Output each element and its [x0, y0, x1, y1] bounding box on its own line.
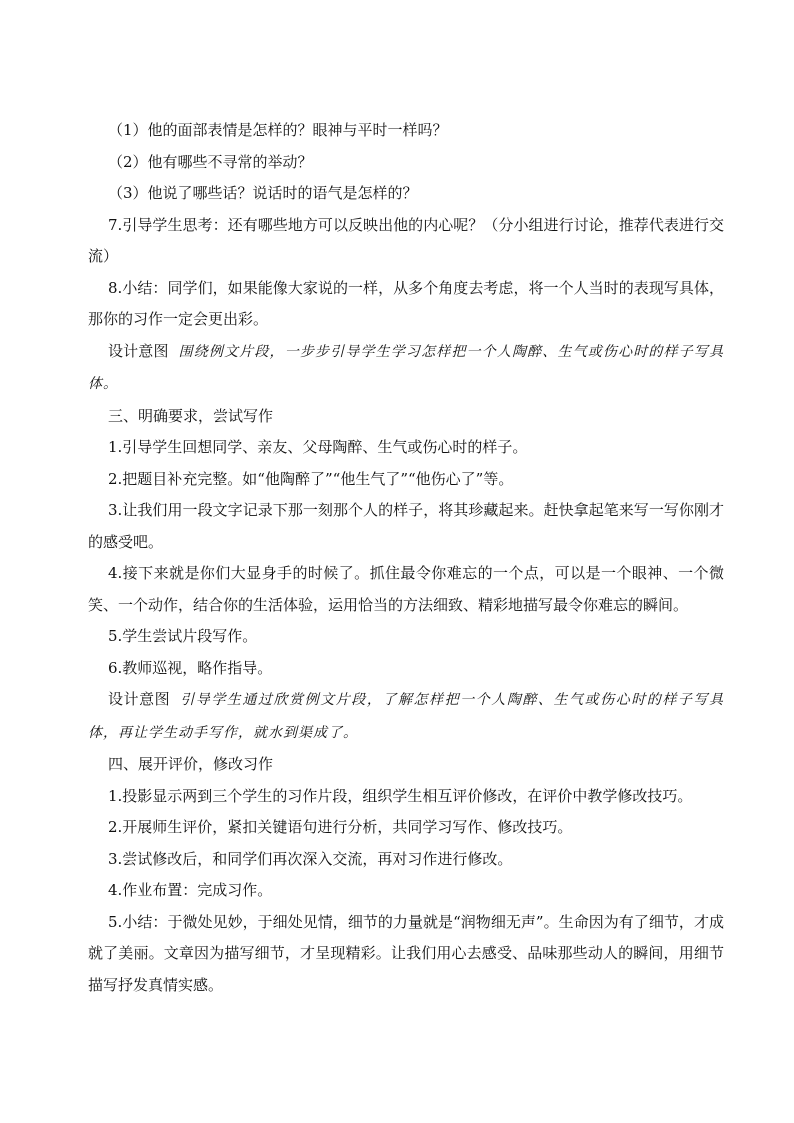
design-intent-label: 设计意图 — [108, 341, 169, 360]
document-body — [88, 115, 724, 1001]
section-3-title: 三、明确要求，尝试写作 — [108, 406, 274, 425]
section-3-item-2: 2.把题目补充完整。如“他陶醉了”“他生气了”“他伤心了”等。 — [108, 469, 514, 488]
step-8-summary: 8.小结：同学们，如果能像大家说的一样，从多个角度去考虑，将一个人当时的表现写具体，那你的习作一定会更出彩。 — [88, 278, 724, 328]
section-3-item-5: 5.学生尝试片段写作。 — [108, 627, 258, 645]
question-3: （3）他说了哪些话？说话时的语气是怎样的？ — [108, 184, 418, 202]
section-4-item-3: 3.尝试修改后，和同学们再次深入交流，再对习作进行修改。 — [108, 849, 513, 868]
section-3-item-3: 3.让我们用一段文字记录下那一刻那个人的样子，将其珍藏起来。赶快拿起笔来写一写你刚才的感受吧。 — [88, 501, 724, 551]
section-3-item-1: 1.引导学生回想同学、亲友、父母陶醉、生气或伤心时的样子。 — [108, 438, 528, 456]
section-4-item-1: 1.投影显示两到三个学生的习作片段，组织学生相互评价修改，在评价中教学修改技巧。 — [108, 786, 693, 805]
design-intent-1 — [88, 336, 724, 401]
design-intent-text: 引导学生通过欣赏例文片段，了解怎样把一个人陶醉、生气或伤心时的样子写具体，再让学生动手写作，就水到渠成了。 — [88, 692, 724, 741]
section-3-item-4: 4.接下来就是你们大显身手的时候了。抓住最令你难忘的一个点，可以是一个眼神、一个微笑、一个动作，结合你的生活体验，运用恰当的方法细致、精彩地描写最令你难忘的瞬间。 — [88, 564, 724, 614]
question-1: （1）他的面部表情是怎样的？眼神与平时一样吗？ — [108, 121, 448, 139]
section-4-title: 四、展开评价，修改习作 — [108, 755, 274, 773]
section-3-item-6: 6.教师巡视，略作指导。 — [108, 658, 273, 677]
design-intent-2 — [88, 684, 724, 749]
section-4-item-4: 4.作业布置：完成习作。 — [108, 881, 273, 899]
section-4-item-5: 5.小结：于微处见妙，于细处见情，细节的力量就是“润物细无声”。生命因为有了细节，才成就了美丽。文章因为描写细节，才呈现精彩。让我们用心去感受、品味那些动人的瞬间，用细节描写抒发真情实感。 — [88, 912, 724, 994]
step-7: 7.引导学生思考：还有哪些地方可以反映出他的内心呢？（分小组进行讨论，推荐代表进行交流） — [88, 215, 724, 265]
section-4-item-2: 2.开展师生评价，紧扣关键语句进行分析，共同学习写作、修改技巧。 — [108, 818, 573, 836]
design-intent-label: 设计意图 — [108, 690, 171, 708]
question-2: （2）他有哪些不寻常的举动？ — [108, 152, 313, 171]
design-intent-text: 围绕例文片段，一步步引导学生学习怎样把一个人陶醉、生气或伤心时的样子写具体。 — [88, 343, 724, 392]
